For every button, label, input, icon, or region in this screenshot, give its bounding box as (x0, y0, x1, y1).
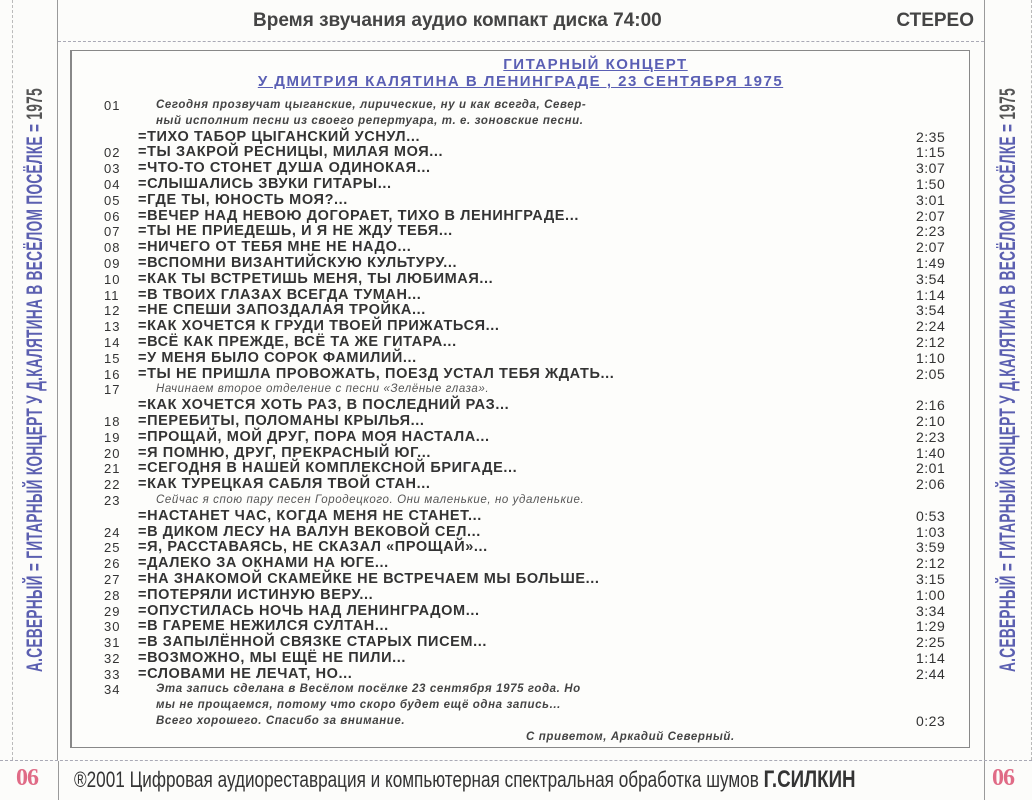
track-duration: 1:40 (916, 444, 946, 461)
track-duration: 2:16 (916, 397, 946, 414)
track-duration: 2:44 (916, 665, 946, 682)
tracklist (72, 98, 969, 746)
track-row (72, 319, 969, 335)
track-note (72, 382, 969, 398)
track-note-text: ный исполнит песни из своего репертуара, т. е. зоновские песни. (156, 114, 584, 127)
track-number: 17 (104, 382, 121, 398)
track-number: 23 (104, 492, 121, 508)
track-note-text: Сегодня прозвучат цыганские, лирические, ну и как всегда, Север- (156, 99, 587, 111)
track-duration: 1:14 (916, 286, 946, 303)
track-title: =В ДИКОМ ЛЕСУ НА ВАЛУН ВЕКОВОЙ СЕЛ... (138, 523, 481, 540)
track-title: =ТИХО ТАБОР ЦЫГАНСКИЙ УСНУЛ... (138, 128, 421, 145)
divider (984, 761, 985, 800)
track-row (72, 398, 969, 414)
track-number: 32 (104, 650, 121, 666)
track-number: 07 (104, 224, 121, 240)
track-row (72, 525, 969, 541)
track-note (72, 98, 969, 114)
track-duration: 0:23 (916, 713, 946, 730)
track-duration: 2:12 (916, 333, 946, 350)
track-number: 29 (104, 603, 121, 619)
track-duration: 3:54 (916, 270, 946, 287)
track-row (72, 303, 969, 319)
track-number: 02 (104, 145, 121, 161)
track-title: =НА ЗНАКОМОЙ СКАМЕЙКЕ НЕ ВСТРЕЧАЕМ МЫ БОЛЬШЕ... (138, 570, 600, 587)
disc-runtime: Время звучания аудио компакт диска 74:00 (253, 10, 662, 31)
track-title: =Я ПОМНЮ, ДРУГ, ПРЕКРАСНЫЙ ЮГ... (138, 444, 432, 461)
track-title: =ТЫ ЗАКРОЙ РЕСНИЦЫ, МИЛАЯ МОЯ... (138, 144, 444, 161)
closing-text: Эта запись сделана в Весёлом посёлке 23 сентября 1975 года. Но (156, 683, 581, 696)
track-title: =КАК ХОЧЕТСЯ ХОТЬ РАЗ, В ПОСЛЕДНИЙ РАЗ... (138, 397, 510, 414)
track-row (72, 461, 969, 477)
track-row (72, 604, 969, 620)
track-title: =В ГАРЕМЕ НЕЖИЛСЯ СУЛТАН... (138, 618, 389, 635)
track-duration: 2:12 (916, 555, 946, 572)
track-number: 05 (104, 192, 121, 208)
track-duration: 1:29 (916, 618, 946, 635)
left-spine-text: А.СЕВЕРНЫЙ = ГИТАРНЫЙ КОНЦЕРТ У Д.КАЛЯТИНА В ВЕСЁЛОМ ПОСЁЛКЕ = 1975 (22, 88, 47, 672)
left-spine (12, 0, 58, 760)
track-duration: 3:07 (916, 160, 946, 177)
track-row (72, 161, 969, 177)
restorer-name: Г.СИЛКИН (763, 766, 856, 793)
track-duration: 3:34 (916, 602, 946, 619)
track-row (72, 193, 969, 209)
track-number: 30 (104, 619, 121, 635)
closing-signature (72, 730, 969, 746)
track-number: 03 (104, 161, 121, 177)
track-duration: 1:49 (916, 254, 946, 271)
album-title-line1: ГИТАРНЫЙ КОНЦЕРТ (503, 56, 688, 73)
track-title: =НИЧЕГО ОТ ТЕБЯ МНЕ НЕ НАДО... (138, 239, 412, 256)
header-bar (58, 0, 984, 42)
track-title: =ТЫ НЕ ПРИШЛА ПРОВОЖАТЬ, ПОЕЗД УСТАЛ ТЕБЯ ЖДАТЬ... (138, 365, 615, 382)
track-row (72, 540, 969, 556)
track-duration: 2:35 (916, 128, 946, 145)
track-row (72, 145, 969, 161)
closing-text: мы не прощаемся, потому что скоро будет ещё одна запись... (156, 699, 561, 712)
spine-year: 1975 (22, 88, 47, 120)
track-number: 16 (104, 366, 121, 382)
track-row (72, 667, 969, 683)
track-number: 10 (104, 271, 121, 287)
spine-artist: А.СЕВЕРНЫЙ (22, 575, 47, 672)
track-title: =ВСПОМНИ ВИЗАНТИЙСКУЮ КУЛЬТУРУ... (138, 254, 458, 271)
track-row (72, 256, 969, 272)
track-number: 11 (104, 287, 120, 303)
track-duration: 3:54 (916, 302, 946, 319)
disc-number-left: 06 (16, 765, 38, 791)
track-duration: 2:23 (916, 428, 946, 445)
track-title: =ПРОЩАЙ, МОЙ ДРУГ, ПОРА МОЯ НАСТАЛА... (138, 428, 490, 445)
track-number: 31 (104, 635, 121, 651)
track-duration: 1:00 (916, 586, 946, 603)
track-row (72, 430, 969, 446)
track-title: =ПЕРЕБИТЫ, ПОЛОМАНЫ КРЫЛЬЯ... (138, 412, 425, 429)
track-number: 13 (104, 319, 121, 335)
track-number: 06 (104, 208, 121, 224)
track-number: 26 (104, 556, 121, 572)
tracklist-frame (70, 50, 970, 748)
track-note-text: Сейчас я спою пару песен Городецкого. Они маленькие, но удаленькие. (156, 493, 585, 506)
track-duration: 2:07 (916, 207, 946, 224)
right-spine (984, 0, 1032, 760)
track-number: 25 (104, 540, 121, 556)
track-number: 22 (104, 477, 121, 493)
track-row (72, 224, 969, 240)
signature: С приветом, Аркадий Северный. (526, 730, 735, 743)
track-number: 20 (104, 445, 121, 461)
spine-artist: А.СЕВЕРНЫЙ (995, 575, 1020, 672)
track-title: =СЕГОДНЯ В НАШЕЙ КОМПЛЕКСНОЙ БРИГАДЕ... (138, 460, 518, 477)
track-number: 04 (104, 176, 121, 192)
track-row (72, 288, 969, 304)
track-note (72, 493, 969, 509)
track-note (72, 114, 969, 130)
track-duration: 2:06 (916, 476, 946, 493)
track-note-text: Начинаем второе отделение с песни «Зелёные глаза». (156, 383, 490, 396)
track-number: 24 (104, 524, 121, 540)
spine-year: 1975 (995, 88, 1020, 120)
track-number: 14 (104, 334, 121, 350)
track-row (72, 509, 969, 525)
track-duration: 2:24 (916, 318, 946, 335)
footer-bar (0, 760, 1032, 800)
closing-note (72, 714, 969, 730)
closing-text: Всего хорошего. Спасибо за внимание. (156, 715, 406, 728)
track-row (72, 272, 969, 288)
closing-note (72, 698, 969, 714)
track-title: =ВСЁ КАК ПРЕЖДЕ, ВСЁ ТА ЖЕ ГИТАРА... (138, 333, 457, 350)
track-number: 28 (104, 587, 121, 603)
track-duration: 0:53 (916, 507, 946, 524)
track-duration: 1:15 (916, 144, 946, 161)
track-duration: 2:05 (916, 365, 946, 382)
track-row (72, 635, 969, 651)
track-title: =ВОЗМОЖНО, МЫ ЕЩЁ НЕ ПИЛИ... (138, 649, 406, 666)
track-title: =ОПУСТИЛАСЬ НОЧЬ НАД ЛЕНИНГРАДОМ... (138, 602, 480, 619)
track-title: =ТЫ НЕ ПРИЕДЕШЬ, И Я НЕ ЖДУ ТЕБЯ... (138, 223, 453, 240)
track-title: =ДАЛЕКО ЗА ОКНАМИ НА ЮГЕ... (138, 555, 389, 572)
track-duration: 1:03 (916, 523, 946, 540)
track-title: =Я, РАССТАВАЯСЬ, НЕ СКАЗАЛ «ПРОЩАЙ»... (138, 539, 488, 556)
track-duration: 3:15 (916, 570, 946, 587)
track-duration: 2:23 (916, 223, 946, 240)
track-duration: 3:59 (916, 539, 946, 556)
track-title: =В ЗАПЫЛЁННОЙ СВЯЗКЕ СТАРЫХ ПИСЕМ... (138, 634, 487, 651)
track-duration: 2:01 (916, 460, 946, 477)
closing-note (72, 682, 969, 698)
track-duration: 2:07 (916, 239, 946, 256)
track-duration: 1:14 (916, 649, 946, 666)
track-row (72, 335, 969, 351)
disc-number-right: 06 (992, 765, 1014, 791)
right-spine-text: А.СЕВЕРНЫЙ = ГИТАРНЫЙ КОНЦЕРТ У Д.КАЛЯТИНА В ВЕСЁЛОМ ПОСЁЛКЕ = 1975 (995, 88, 1020, 672)
album-title-line2: У ДМИТРИЯ КАЛЯТИНА В ЛЕНИНГРАДЕ , 23 СЕНТЯБРЯ 1975 (257, 73, 784, 90)
restoration-credits: ®2001 Цифровая аудиореставрация и компьютерная спектральная обработка шумов Г.СИЛКИН (74, 766, 856, 793)
track-number: 18 (104, 413, 121, 429)
track-row (72, 177, 969, 193)
spine-title: ГИТАРНЫЙ КОНЦЕРТ У Д.КАЛЯТИНА В ВЕСЁЛОМ ПОСЁЛКЕ (22, 136, 47, 559)
track-title: =У МЕНЯ БЫЛО СОРОК ФАМИЛИЙ... (138, 349, 417, 366)
track-title: =СЛЫШАЛИСЬ ЗВУКИ ГИТАРЫ... (138, 175, 392, 192)
track-row (72, 414, 969, 430)
track-title: =КАК ТУРЕЦКАЯ САБЛЯ ТВОЙ СТАН... (138, 476, 431, 493)
audio-mode: СТЕРЕО (896, 10, 974, 31)
track-duration: 1:10 (916, 349, 946, 366)
track-number: 21 (104, 461, 121, 477)
track-duration: 2:25 (916, 634, 946, 651)
track-duration: 1:50 (916, 175, 946, 192)
track-duration: 3:01 (916, 191, 946, 208)
track-row (72, 240, 969, 256)
track-row (72, 556, 969, 572)
track-number: 08 (104, 240, 121, 256)
track-row (72, 351, 969, 367)
track-title: =КАК ХОЧЕТСЯ К ГРУДИ ТВОЕЙ ПРИЖАТЬСЯ... (138, 318, 500, 335)
spine-title: ГИТАРНЫЙ КОНЦЕРТ У Д.КАЛЯТИНА В ВЕСЁЛОМ ПОСЁЛКЕ (995, 136, 1020, 559)
track-row (72, 588, 969, 604)
track-title: =КАК ТЫ ВСТРЕТИШЬ МЕНЯ, ТЫ ЛЮБИМАЯ... (138, 270, 494, 287)
track-title: =В ТВОИХ ГЛАЗАХ ВСЕГДА ТУМАН... (138, 286, 422, 303)
track-title: =ЧТО-ТО СТОНЕТ ДУША ОДИНОКАЯ... (138, 160, 431, 177)
track-title: =ПОТЕРЯЛИ ИСТИНУЮ ВЕРУ... (138, 586, 374, 603)
track-number: 09 (104, 255, 121, 271)
track-row (72, 367, 969, 383)
track-row (72, 209, 969, 225)
track-row (72, 572, 969, 588)
track-title: =НАСТАНЕТ ЧАС, КОГДА МЕНЯ НЕ СТАНЕТ... (138, 507, 482, 524)
track-number: 33 (104, 666, 121, 682)
track-title: =НЕ СПЕШИ ЗАПОЗДАЛАЯ ТРОЙКА... (138, 302, 426, 319)
track-number: 12 (104, 303, 121, 319)
track-number: 01 (104, 98, 121, 113)
track-number: 27 (104, 571, 121, 587)
track-number: 19 (104, 429, 121, 445)
track-title: =ВЕЧЕР НАД НЕВОЮ ДОГОРАЕТ, ТИХО В ЛЕНИНГРАДЕ... (138, 207, 579, 224)
track-row (72, 446, 969, 462)
album-title (72, 56, 969, 90)
track-row (72, 477, 969, 493)
track-title: =СЛОВАМИ НЕ ЛЕЧАТ, НО... (138, 665, 353, 682)
track-row (72, 619, 969, 635)
track-row (72, 651, 969, 667)
track-title: =ГДЕ ТЫ, ЮНОСТЬ МОЯ?... (138, 191, 348, 208)
track-number: 34 (104, 682, 121, 698)
track-duration: 2:10 (916, 412, 946, 429)
track-number: 15 (104, 350, 121, 366)
divider (58, 761, 59, 800)
